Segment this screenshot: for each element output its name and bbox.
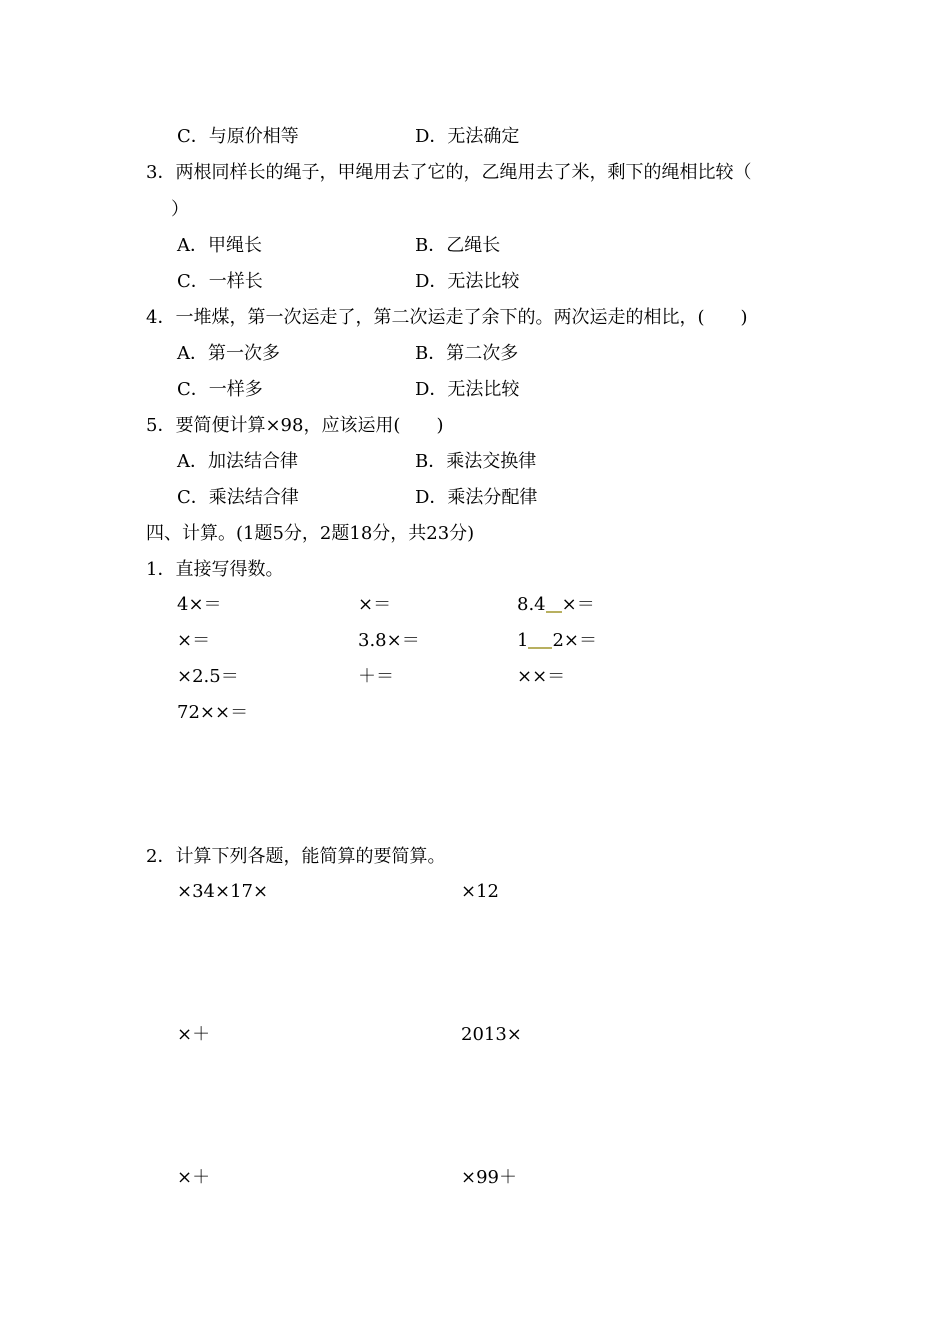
exercise: 3.8×＝: [358, 630, 420, 651]
exercise: 72××＝: [177, 702, 249, 723]
exercise-part: 8.4: [517, 594, 546, 615]
question-stem: 4．一堆煤，第一次运走了，第二次运走了余下的。两次运走的相比，( ): [146, 307, 748, 328]
option-c: C．一样多: [177, 379, 263, 400]
exercise: ×2.5＝: [177, 666, 239, 687]
exercise-part: 2×＝: [552, 630, 597, 651]
question-stem: 5．要简便计算×98，应该运用( ): [146, 415, 444, 436]
exercise-part: 1: [517, 630, 529, 651]
expression: ×34×17×: [177, 881, 269, 902]
option-c: C．与原价相等: [177, 126, 299, 147]
option-d: D．无法确定: [415, 126, 520, 147]
option-d: D．乘法分配律: [415, 487, 538, 508]
part-stem: 2．计算下列各题，能简算的要简算。: [146, 846, 446, 867]
question-stem-continuation: ）: [171, 199, 189, 220]
exercise: ＋＝: [358, 666, 394, 687]
exercise: ×＝: [358, 594, 392, 615]
expression: ×＋: [177, 1167, 211, 1188]
option-b: B．乙绳长: [415, 235, 501, 256]
part-stem: 1．直接写得数。: [146, 559, 284, 580]
exercise-part: ×＝: [561, 594, 595, 615]
exercise: ××＝: [517, 666, 566, 687]
option-d: D．无法比较: [415, 271, 520, 292]
exercise: [517, 632, 597, 650]
expression: ×99＋: [461, 1167, 517, 1188]
expression: ×＋: [177, 1024, 211, 1045]
exercise: 4×＝: [177, 594, 222, 615]
exercise: ×＝: [177, 630, 211, 651]
question-stem: 3．两根同样长的绳子，甲绳用去了它的，乙绳用去了米，剩下的绳相比较（: [146, 162, 752, 183]
option-a: A．加法结合律: [177, 451, 298, 472]
exercise: [517, 596, 595, 614]
option-c: C．一样长: [177, 271, 263, 292]
option-b: B．乘法交换律: [415, 451, 537, 472]
expression: 2013×: [461, 1024, 522, 1045]
option-a: A．甲绳长: [177, 235, 262, 256]
option-b: B．第二次多: [415, 343, 519, 364]
expression: ×12: [461, 881, 499, 902]
option-d: D．无法比较: [415, 379, 520, 400]
option-c: C．乘法结合律: [177, 487, 299, 508]
option-a: A．第一次多: [177, 343, 280, 364]
section-heading: 四、计算。(1题5分，2题18分，共23分): [146, 523, 475, 544]
